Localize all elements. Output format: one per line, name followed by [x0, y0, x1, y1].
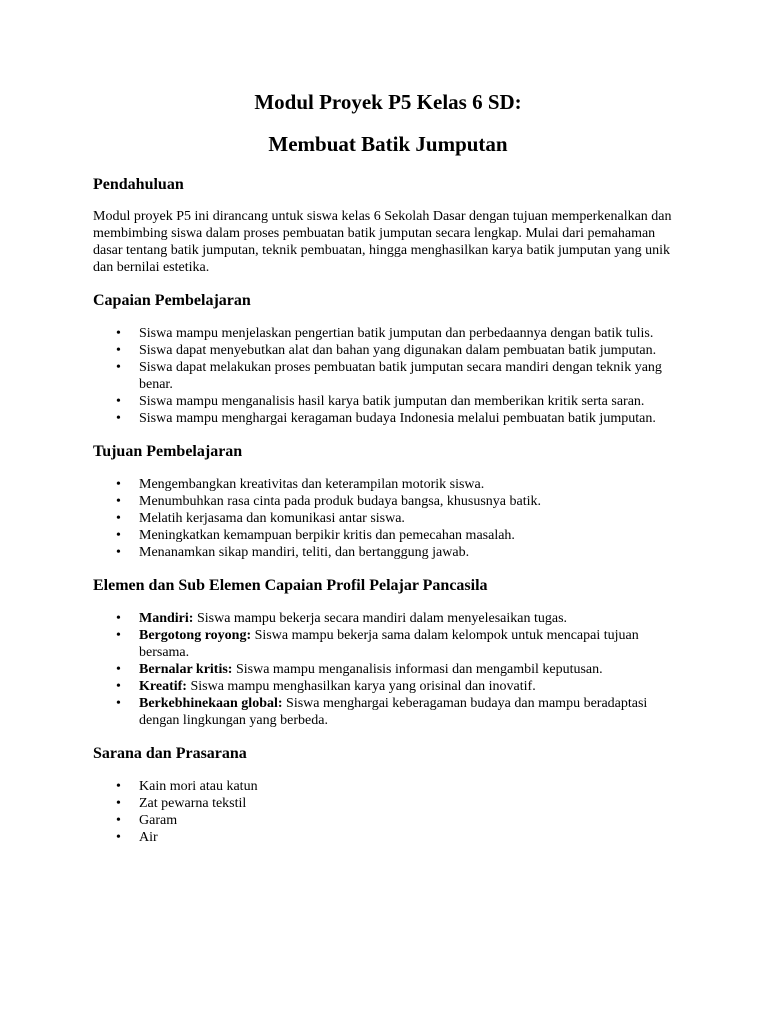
- document-title-line-2: Membuat Batik Jumputan: [268, 132, 508, 156]
- list-item: • Meningkatkan kemampuan berpikir kritis dan pemecahan masalah.: [139, 527, 683, 544]
- list-item: • Siswa dapat menyebutkan alat dan bahan yang digunakan dalam pembuatan batik jumputan.: [139, 342, 683, 359]
- list-item: • Siswa mampu menganalisis hasil karya batik jumputan dan memberikan kritik serta saran.: [139, 393, 683, 410]
- list-item: [139, 661, 683, 678]
- list-item-term: Kreatif:: [139, 679, 187, 694]
- section-heading-capaian: Capaian Pembelajaran: [93, 292, 251, 309]
- tujuan-list: [93, 476, 683, 561]
- list-item: [139, 627, 683, 661]
- section-heading-tujuan: Tujuan Pembelajaran: [93, 443, 243, 460]
- list-item-term: Bergotong royong:: [139, 628, 252, 643]
- list-item: • Siswa mampu menjelaskan pengertian batik jumputan dan perbedaannya dengan batik tulis.: [139, 325, 683, 342]
- list-item-desc: Siswa mampu menganalisis informasi dan mengambil keputusan.: [232, 662, 603, 677]
- section-heading-pendahuluan: Pendahuluan: [93, 176, 184, 193]
- list-item: [139, 610, 683, 627]
- sarana-list: [93, 778, 683, 846]
- list-item-desc: Siswa mampu bekerja sama dalam kelompok untuk mencapai tujuan bersama.: [139, 628, 639, 660]
- list-item-term: Berkebhinekaan global:: [139, 696, 283, 711]
- document-title-line-1: Modul Proyek P5 Kelas 6 SD:: [254, 90, 522, 114]
- list-item-term: Bernalar kritis:: [139, 662, 233, 677]
- list-item: • Siswa dapat melakukan proses pembuatan batik jumputan secara mandiri dengan teknik yang benar.: [139, 359, 683, 393]
- section-heading-elemen: Elemen dan Sub Elemen Capaian Profil Pelajar Pancasila: [93, 577, 488, 594]
- list-item: • Melatih kerjasama dan komunikasi antar siswa.: [139, 510, 683, 527]
- capaian-list: [93, 325, 683, 427]
- list-item-desc: Siswa mampu bekerja secara mandiri dalam menyelesaikan tugas.: [193, 611, 568, 626]
- list-item: [139, 678, 683, 695]
- section-heading-sarana: Sarana dan Prasarana: [93, 745, 247, 762]
- list-item: [139, 695, 683, 729]
- list-item-desc: Siswa menghargai keberagaman budaya dan mampu beradaptasi dengan lingkungan yang berbeda.: [139, 696, 648, 728]
- list-item: • Mengembangkan kreativitas dan keterampilan motorik siswa.: [139, 476, 683, 493]
- list-item-desc: Siswa mampu menghasilkan karya yang orisinal dan inovatif.: [186, 679, 536, 694]
- list-item: • Kain mori atau katun: [139, 778, 683, 795]
- document-page: [93, 88, 683, 846]
- list-item: • Siswa mampu menghargai keragaman budaya Indonesia melalui pembuatan batik jumputan.: [139, 410, 683, 427]
- list-item: • Garam: [139, 812, 683, 829]
- list-item: • Air: [139, 829, 683, 846]
- elemen-list: [93, 610, 683, 729]
- list-item-term: Mandiri:: [139, 611, 194, 626]
- list-item: • Menanamkan sikap mandiri, teliti, dan bertanggung jawab.: [139, 544, 683, 561]
- list-item: • Zat pewarna tekstil: [139, 795, 683, 812]
- pendahuluan-paragraph: Modul proyek P5 ini dirancang untuk siswa kelas 6 Sekolah Dasar dengan tujuan memperkenalkan dan membimbing siswa dalam proses pembuatan batik jumputan secara lengkap. Mulai dari pemahaman dasar tentang batik jumputan, teknik pembuatan, hingga menghasilkan karya batik jumputan yang unik dan bernilai estetika.: [93, 209, 672, 275]
- list-item: • Menumbuhkan rasa cinta pada produk budaya bangsa, khususnya batik.: [139, 493, 683, 510]
